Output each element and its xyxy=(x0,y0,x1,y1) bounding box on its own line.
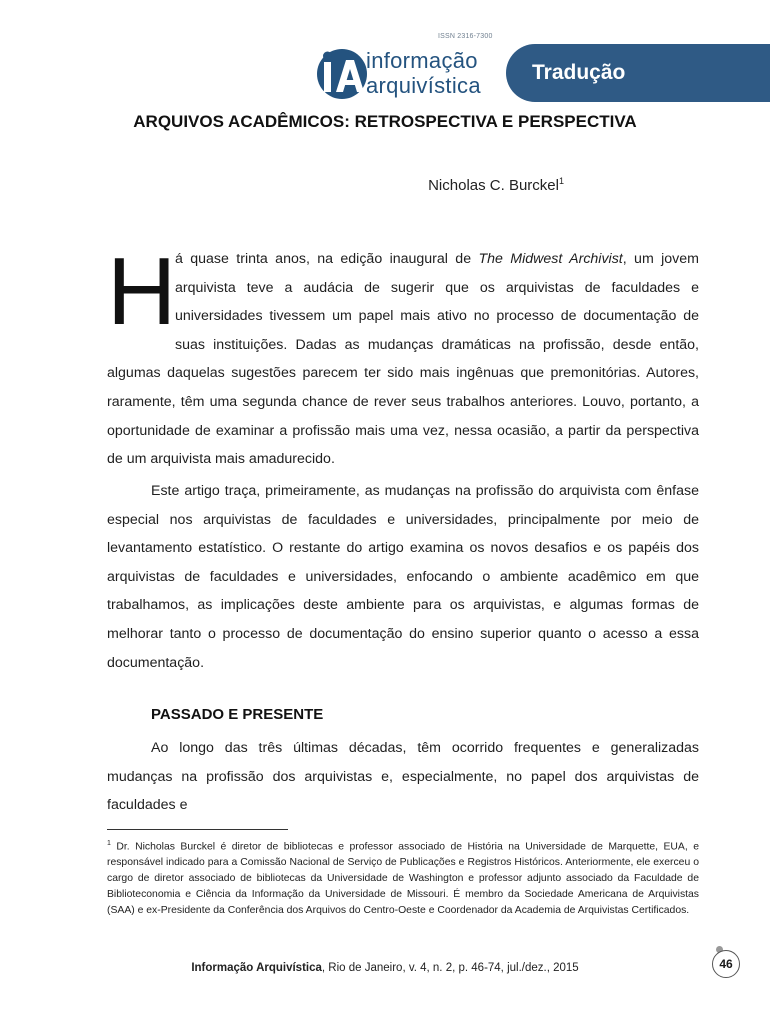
article-title: ARQUIVOS ACADÊMICOS: RETROSPECTIVA E PERSPECTIVA xyxy=(133,112,637,131)
paragraph-2: Este artigo traça, primeiramente, as mudanças na profissão do arquivista com ênfase especial nos arquivistas de faculdades e universidades, principalmente por meio de levantamento estatístico. O restante do artigo examina os novos desafios e os papéis dos arquivistas de faculdades e universidades, enfocando o ambiente acadêmico em que trabalhamos, as implicações deste ambiente para os arquivistas, e algumas formas de melhorar tanto o processo de documentação do ensino superior quanto o acesso a essa documentação. xyxy=(107,483,699,671)
paragraph-3: Ao longo das três últimas décadas, têm ocorrido frequentes e generalizadas mudanças na profissão dos arquivistas e, especialmente, no papel dos arquivistas de faculdades e xyxy=(107,740,699,814)
logo-text-line1: informação xyxy=(366,48,478,73)
footer-journal-name: Informação Arquivística xyxy=(191,962,322,974)
footer-citation: , Rio de Janeiro, v. 4, n. 2, p. 46-74, jul./dez., 2015 xyxy=(321,962,579,974)
article-author xyxy=(428,176,564,194)
journal-name-italic: The Midwest Archivist xyxy=(478,251,623,267)
logo-text-line2: arquivística xyxy=(366,73,481,98)
footnote xyxy=(107,836,699,919)
author-footnote-mark[interactable]: 1 xyxy=(558,176,564,186)
section-tab-label: Tradução xyxy=(532,61,626,84)
footnote-divider xyxy=(107,829,288,830)
ia-logo-icon xyxy=(314,44,370,100)
journal-logo xyxy=(314,36,504,102)
issn-label: ISSN 2316-7300 xyxy=(438,33,493,40)
author-name: Nicholas C. Burckel xyxy=(428,177,559,194)
page-footer xyxy=(0,962,770,974)
section-tab xyxy=(506,44,770,102)
paragraph-1 xyxy=(107,238,699,474)
footnote-mark: 1 xyxy=(107,840,111,847)
page-number-badge: 46 xyxy=(712,950,740,978)
section-heading: PASSADO E PRESENTE xyxy=(151,706,324,723)
footnote-text: Dr. Nicholas Burckel é diretor de bibliotecas e professor associado de História na Universidade de Marquette, EUA, e responsável indicado para a Comissão Nacional de Serviço de Publicações e Registros Históricos. Anteriormente, ele exerceu o cargo de diretor associado de bibliotecas da Universidade de Washington e professor adjunto associado da Faculdade de Biblioteconomia e Ciência da Informação da Universidade de Missouri. É membro da Sociedade Americana de Arquivistas (SAA) e ex-Presidente da Conferência dos Arquivos do Centro-Oeste e Coordenador da Academia de Arquivistas Certificados. xyxy=(107,841,699,917)
paragraph-1-rest: , um jovem arquivista teve a audácia de sugerir que os arquivistas de faculdades e universidades tivessem um papel mais ativo no processo de documentação de suas instituições. Dadas as mudanças dramáticas na profissão, desde então, algumas daquelas sugestões parecem ter sido mais ingênuas que premonitórias. Autores, raramente, têm uma segunda chance de rever seus trabalhos anteriores. Louvo, portanto, a oportunidade de examinar a profissão mais uma vez, nessa ocasião, a partir da perspectiva de um arquivista mais amadurecido. xyxy=(107,251,699,468)
paragraph-1-start: á quase trinta anos, na edição inaugural de xyxy=(175,251,479,267)
drop-cap: H xyxy=(107,238,177,345)
